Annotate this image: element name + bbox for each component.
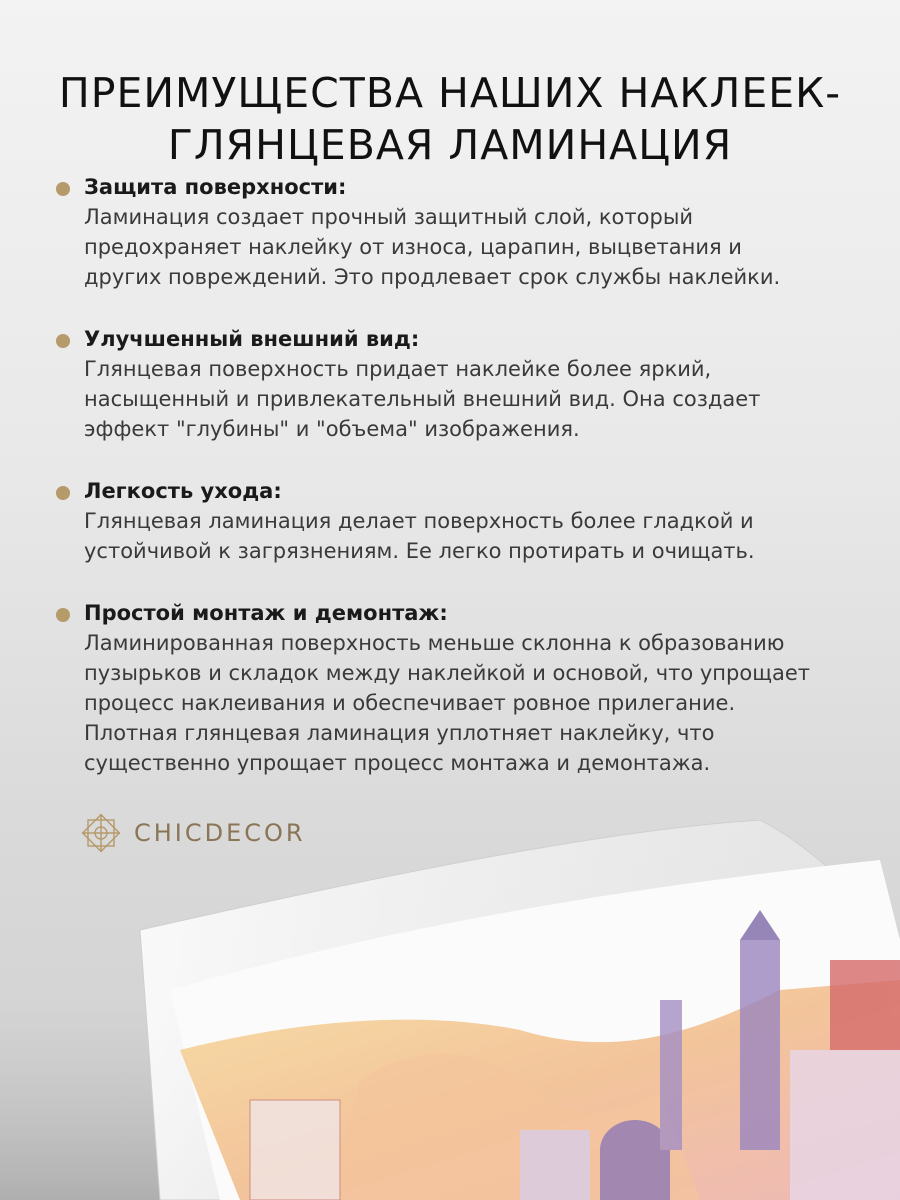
feature-text: Ламинированная поверхность меньше склонна к образованию пузырьков и складок между наклейкой и основой, что упрощает процесс наклеивания и обеспечивает ровное прилегание. Плотная глянцевая ламинация уплотняет наклейку, что существенно упрощает процесс монтажа и демонтажа. bbox=[84, 631, 811, 775]
feature-text: Глянцевая ламинация делает поверхность более гладкой и устойчивой к загрязнениям. Ее легко протирать и очищать. bbox=[84, 509, 755, 563]
feature-item-easy-care bbox=[56, 476, 886, 566]
bullet-icon bbox=[56, 334, 70, 348]
feature-title: Защита поверхности: bbox=[84, 175, 347, 199]
feature-title: Простой монтаж и демонтаж: bbox=[84, 601, 448, 625]
feature-title: Легкость ухода: bbox=[84, 479, 282, 503]
bullet-icon bbox=[56, 486, 70, 500]
page-title-line-2: ГЛЯНЦЕВАЯ ЛАМИНАЦИЯ bbox=[167, 121, 733, 170]
page-title-line-1: ПРЕИМУЩЕСТВА НАШИХ НАКЛЕЕК- bbox=[58, 69, 842, 118]
feature-item-easy-mounting bbox=[56, 598, 886, 778]
feature-item-improved-look bbox=[56, 324, 886, 444]
bullet-icon bbox=[56, 608, 70, 622]
feature-title: Улучшенный внешний вид: bbox=[84, 327, 420, 351]
features-list bbox=[56, 172, 886, 810]
feature-text: Глянцевая поверхность придает наклейке более яркий, насыщенный и привлекательный внешний вид. Она создает эффект "глубины" и "объема" изображения. bbox=[84, 357, 761, 441]
brand-name: CHICDECOR bbox=[134, 819, 306, 847]
feature-text: Ламинация создает прочный защитный слой, который предохраняет наклейку от износа, царапин, выцветания и других повреждений. Это продлевает срок службы наклейки. bbox=[84, 205, 781, 289]
laminated-sticker-illustration bbox=[0, 820, 900, 1200]
feature-item-surface-protection bbox=[56, 172, 886, 292]
bullet-icon bbox=[56, 182, 70, 196]
page-title bbox=[0, 67, 900, 171]
